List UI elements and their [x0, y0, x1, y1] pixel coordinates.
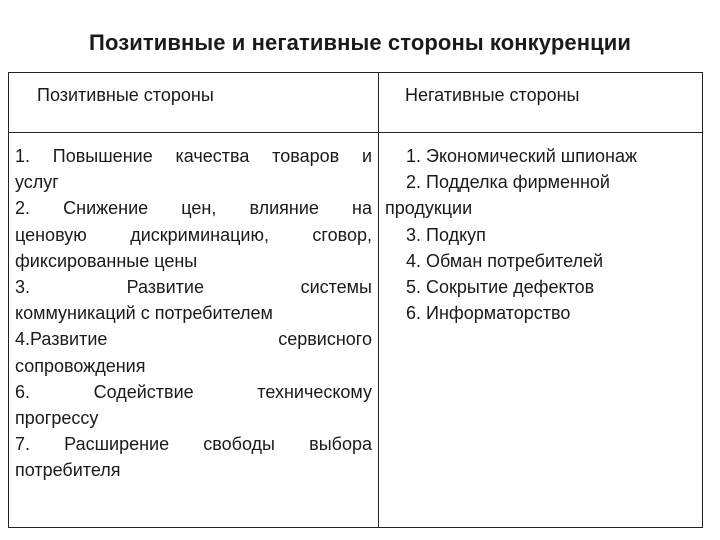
header-negative: Негативные стороны — [379, 73, 703, 133]
positive-list — [9, 133, 379, 528]
table-header-row — [9, 73, 703, 133]
list-item-line: продукции — [385, 198, 473, 219]
list-item-line: 2. Подделка фирменной — [406, 172, 610, 193]
list-item-line: 1. Повышение качества товаров и — [15, 146, 372, 166]
list-item-line: ценовую дискриминацию, сговор, — [15, 224, 372, 245]
page-title: Позитивные и негативные стороны конкуренции — [89, 30, 631, 55]
list-item-line: 5. Сокрытие дефектов — [406, 277, 595, 298]
list-item-line: 6. Информаторство — [406, 303, 571, 324]
competition-table — [8, 72, 703, 528]
list-item-line: 1. Экономический шпионаж — [406, 146, 638, 166]
negative-item-5 — [385, 274, 698, 300]
list-item-line: 4.Развитие сервисного — [15, 329, 372, 350]
list-item-line: фиксированные цены — [15, 250, 198, 271]
list-item-line: коммуникаций с потребителем — [15, 303, 273, 324]
list-item-line: потребителя — [15, 460, 121, 481]
list-item-line: 6. Содействие техническому — [15, 381, 372, 402]
list-item-line: прогрессу — [15, 408, 99, 429]
positive-item-6 — [15, 379, 372, 431]
positive-item-1 — [15, 143, 372, 195]
positive-item-3 — [15, 274, 372, 326]
list-item-line: 7. Расширение свободы выбора — [15, 434, 372, 455]
list-item-line: услуг — [15, 172, 59, 193]
list-item-line: сопровождения — [15, 355, 146, 376]
table-body-row — [9, 133, 703, 528]
positive-item-4 — [15, 326, 372, 378]
negative-item-1 — [385, 143, 698, 169]
list-item-line: 3. Развитие системы — [15, 277, 372, 298]
list-item-line: 4. Обман потребителей — [406, 250, 604, 271]
negative-list — [379, 133, 703, 528]
header-positive: Позитивные стороны — [9, 73, 379, 133]
negative-item-6 — [385, 300, 698, 326]
list-item-line: 3. Подкуп — [406, 224, 486, 245]
negative-item-4 — [385, 248, 698, 274]
negative-item-3 — [385, 222, 698, 248]
list-item-line: 2. Снижение цен, влияние на — [15, 198, 372, 219]
positive-item-7 — [15, 431, 372, 483]
positive-item-2 — [15, 195, 372, 274]
negative-item-2 — [385, 169, 698, 221]
